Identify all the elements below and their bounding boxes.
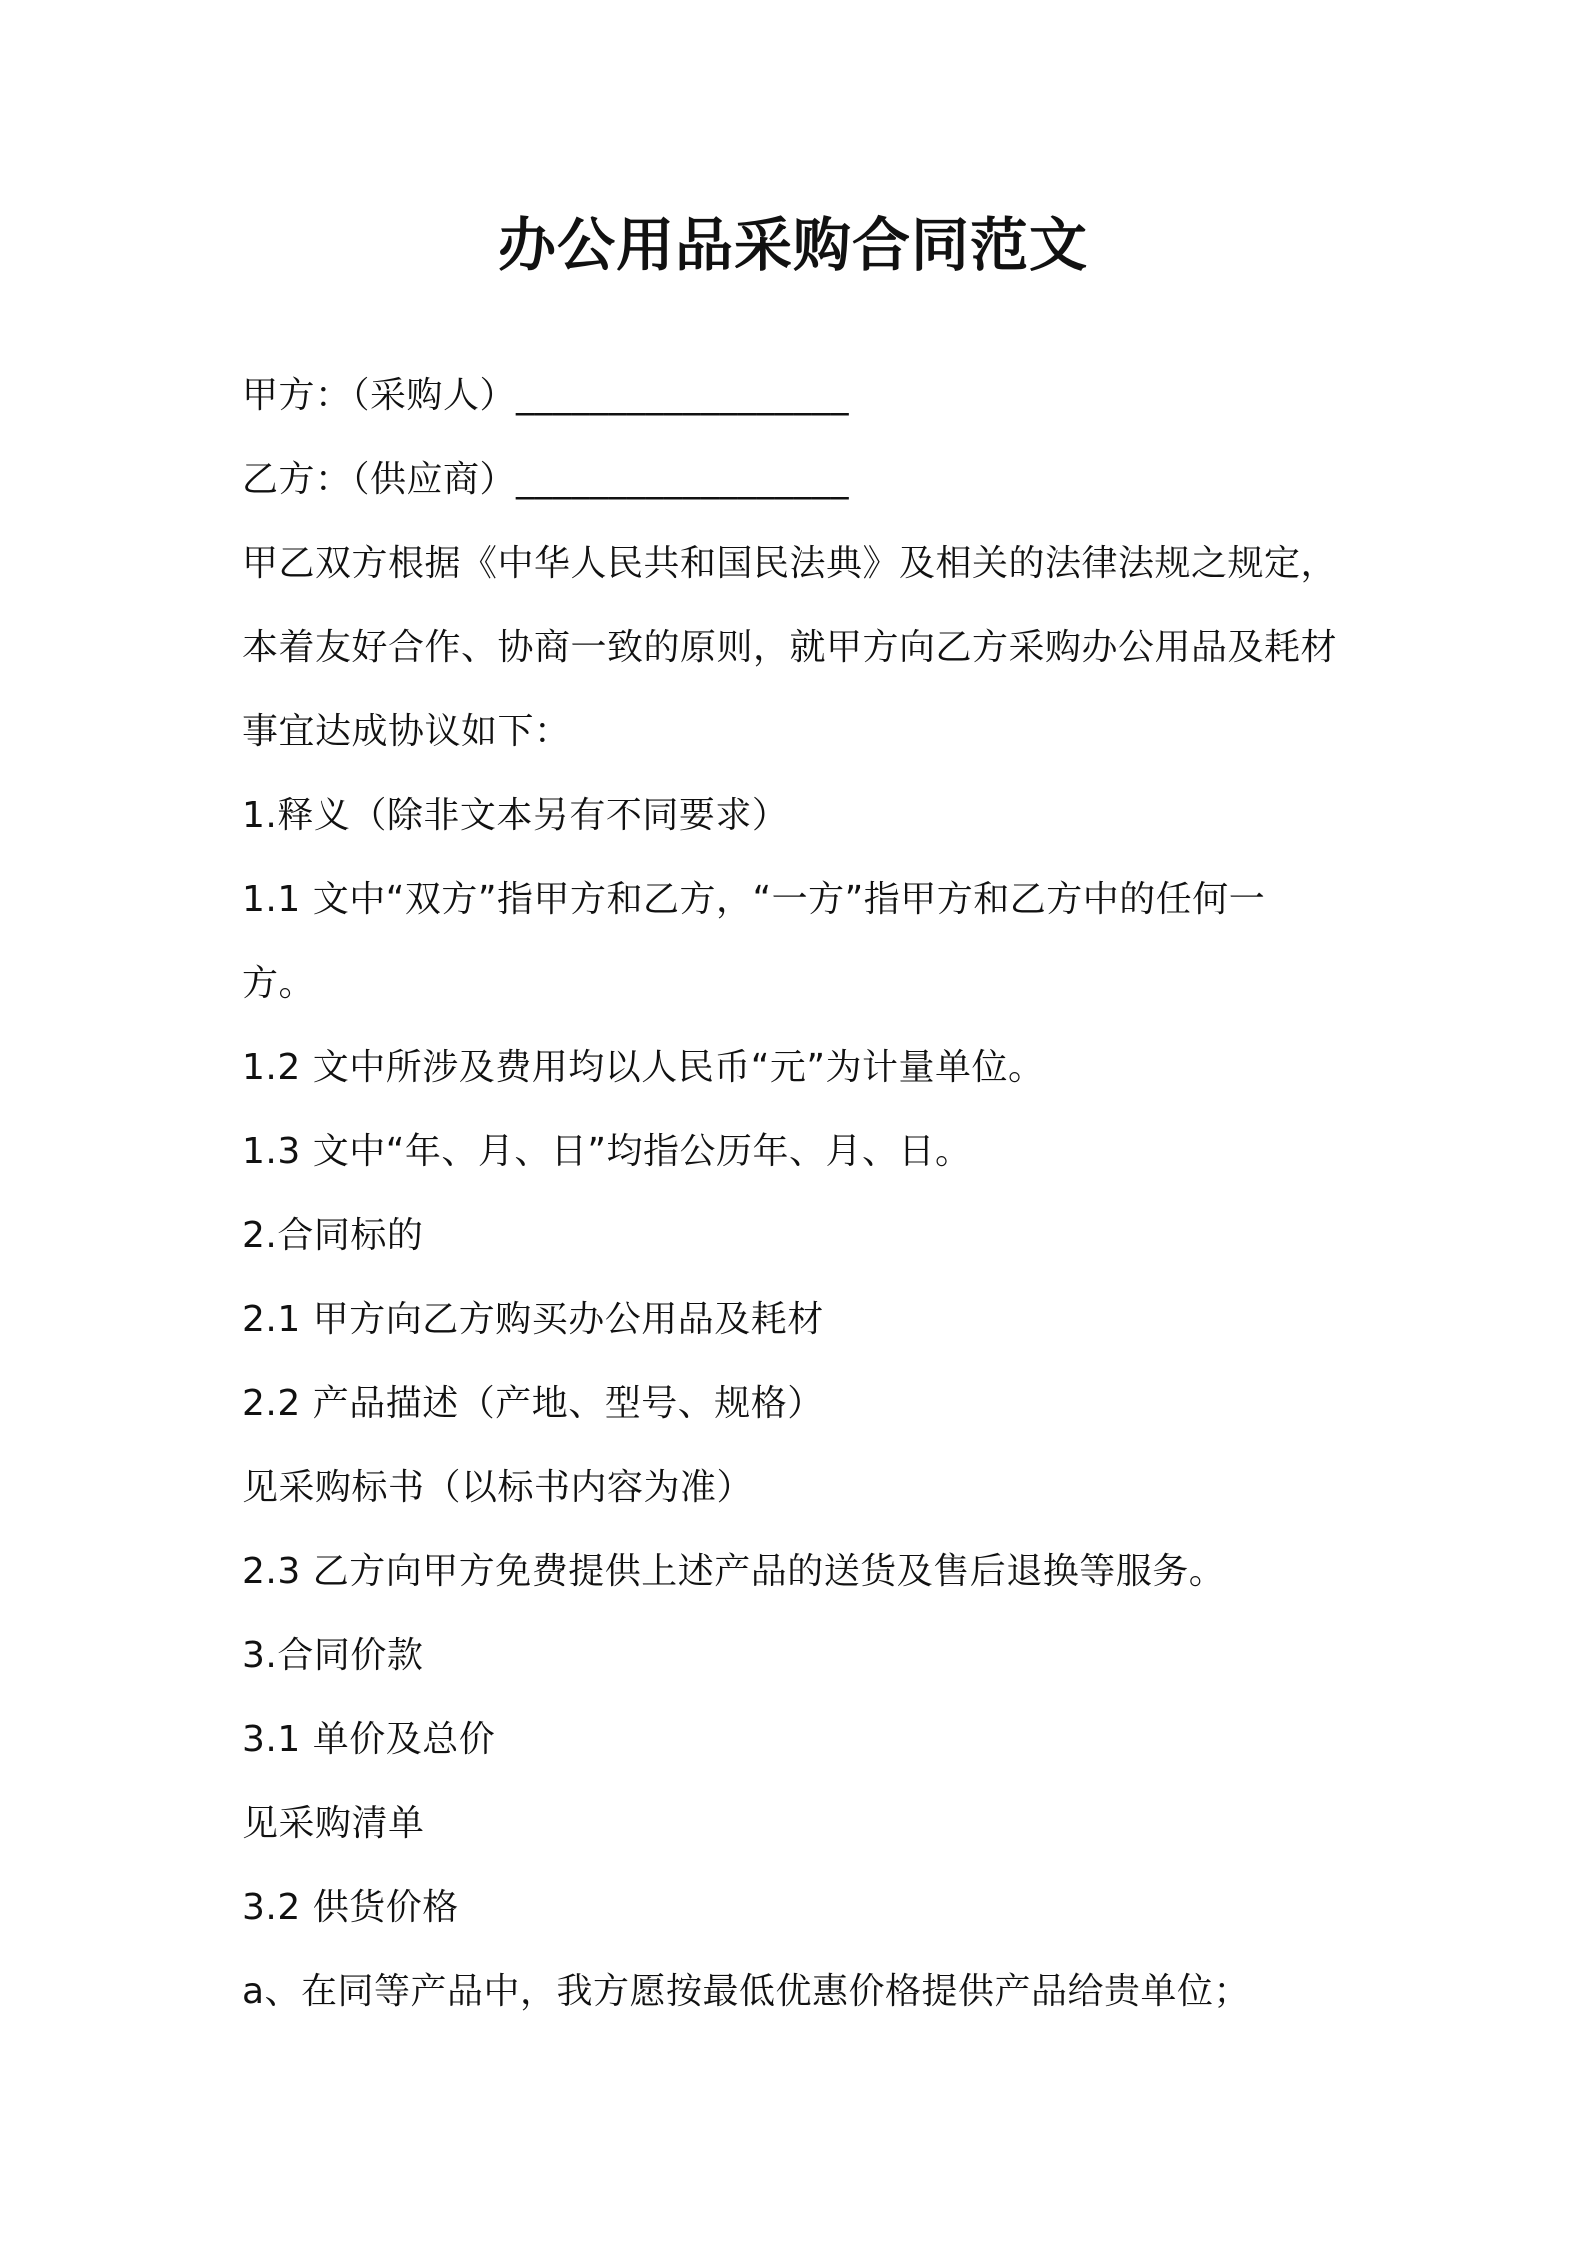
section-heading-2: 2.合同标的 bbox=[242, 1215, 424, 1256]
document-title: 办公用品采购合同范文 bbox=[497, 211, 1088, 279]
clause-1-1-continued: 方。 bbox=[242, 963, 316, 1004]
document-body bbox=[242, 354, 1362, 2034]
preamble-line-3: 事宜达成协议如下： bbox=[242, 711, 571, 752]
clause-3-1: 3.1 单价及总价 bbox=[242, 1719, 496, 1760]
clause-1-1: 1.1 文中“双方”指甲方和乙方，“一方”指甲方和乙方中的任何一 bbox=[242, 879, 1266, 920]
preamble-line-2: 本着友好合作、协商一致的原则，就甲方向乙方采购办公用品及耗材 bbox=[242, 627, 1338, 668]
section-heading-1: 1.释义（除非文本另有不同要求） bbox=[242, 795, 789, 836]
preamble-line-1: 甲乙双方根据《中华人民共和国民法典》及相关的法律法规之规定， bbox=[242, 543, 1338, 584]
party-a-line: 甲方：（采购人）__________________ bbox=[242, 375, 850, 416]
clause-2-2-detail: 见采购标书（以标书内容为准） bbox=[242, 1467, 754, 1508]
clause-3-2: 3.2 供货价格 bbox=[242, 1887, 459, 1928]
clause-3-2-a: a、在同等产品中，我方愿按最低优惠价格提供产品给贵单位； bbox=[242, 1971, 1251, 2012]
clause-1-3: 1.3 文中“年、月、日”均指公历年、月、日。 bbox=[242, 1131, 972, 1172]
clause-2-1: 2.1 甲方向乙方购买办公用品及耗材 bbox=[242, 1299, 824, 1340]
clause-1-2: 1.2 文中所涉及费用均以人民币“元”为计量单位。 bbox=[242, 1047, 1045, 1088]
clause-3-1-detail: 见采购清单 bbox=[242, 1803, 425, 1844]
section-heading-3: 3.合同价款 bbox=[242, 1635, 424, 1676]
clause-2-2: 2.2 产品描述（产地、型号、规格） bbox=[242, 1383, 824, 1424]
party-b-line: 乙方：（供应商）__________________ bbox=[242, 459, 850, 500]
clause-2-3: 2.3 乙方向甲方免费提供上述产品的送货及售后退换等服务。 bbox=[242, 1551, 1226, 1592]
